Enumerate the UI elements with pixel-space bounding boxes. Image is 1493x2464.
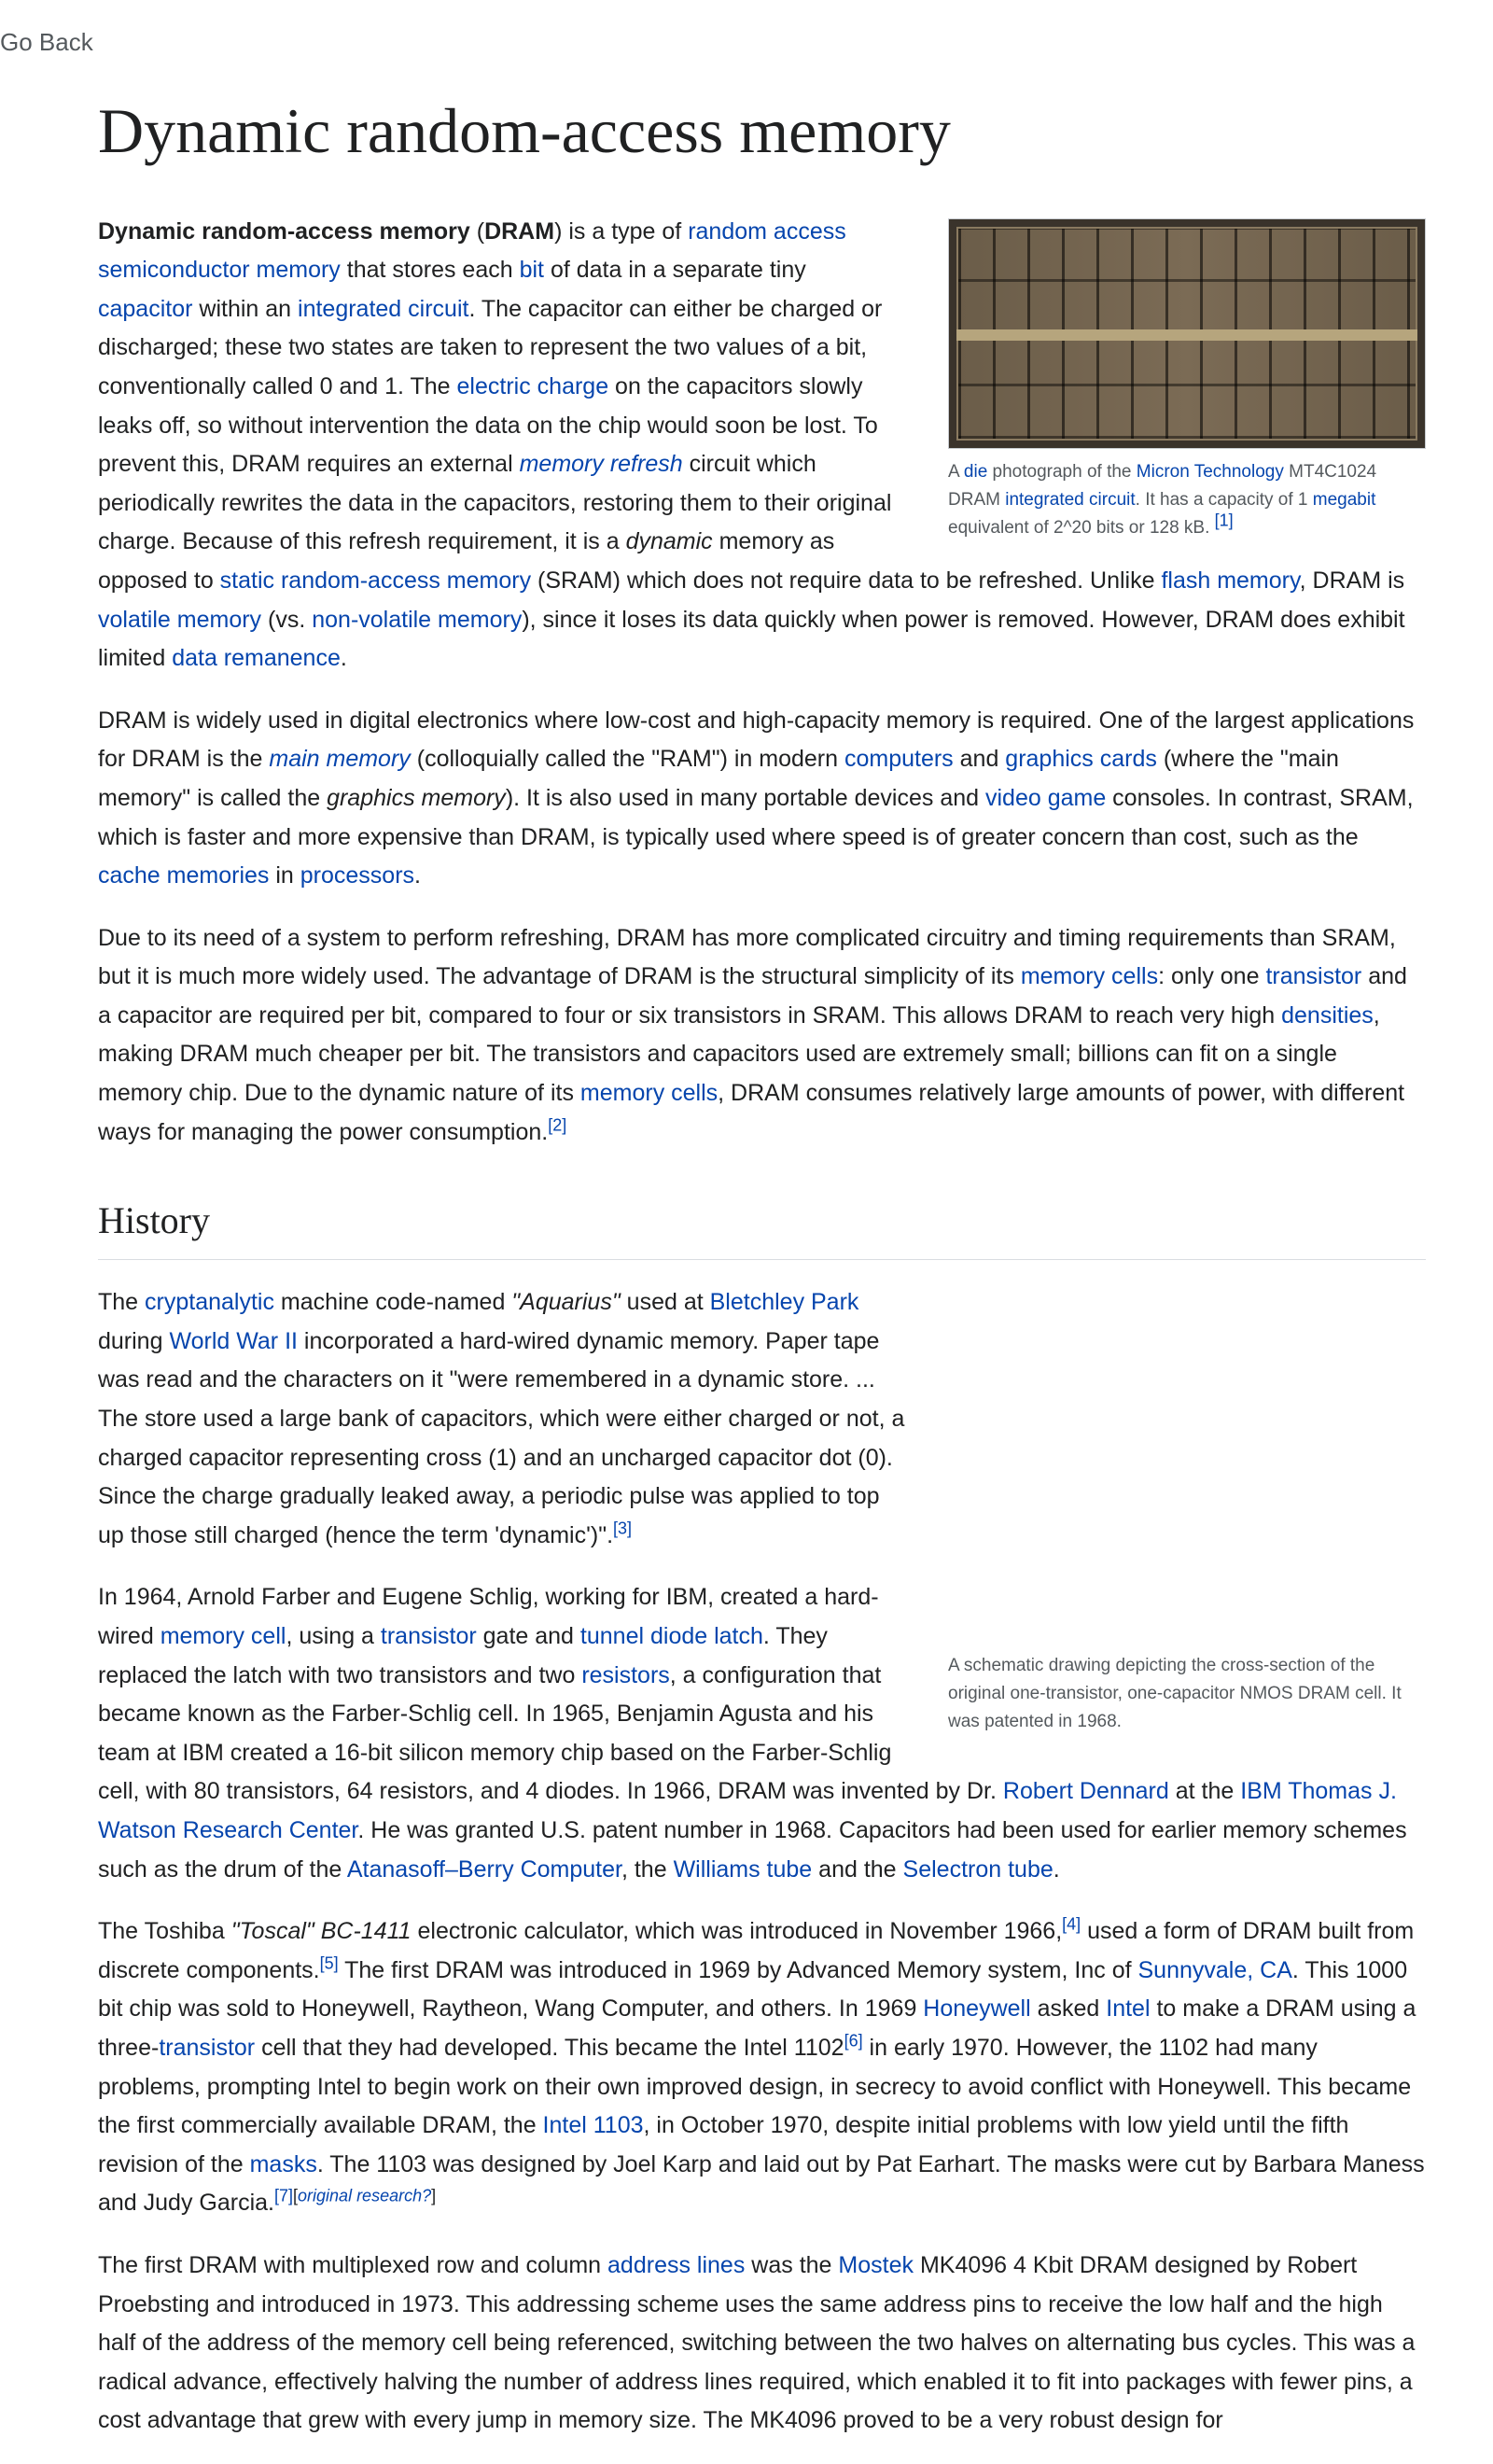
link-flash-memory[interactable]: flash memory <box>1161 567 1300 594</box>
text: (where the "main memory" is called the <box>98 746 1339 811</box>
italic-toscal: "Toscal" BC-1411 <box>230 1918 412 1945</box>
link-random-access-memory[interactable]: random access semiconductor memory <box>98 217 846 284</box>
die-photo-caption <box>948 458 1426 542</box>
link-transistor[interactable]: transistor <box>380 1623 477 1649</box>
link-computers[interactable]: computers <box>844 746 954 773</box>
intro-paragraph-2 <box>98 702 1426 896</box>
text: In 1964, Arnold Farber and Eugene Schlig, working for IBM, created a hard-wired <box>98 1584 879 1649</box>
link-integrated-circuit[interactable]: integrated circuit <box>1005 489 1136 510</box>
text: MK4096 4 Kbit DRAM designed by Robert Proebsting and introduced in 1973. This addressing scheme uses the same address pins to receive the low half and the high half of the address of the memory cell being referenced, switching between the two halves on alternating bus cycles. This was a radical advance, effectively halving the number of address lines required, which enabled it to fit into packages with fewer pins, a cost advantage that grew with every jump in memory size. The MK4096 proved to be a very robust design for <box>98 2251 1416 2434</box>
text: (vs. <box>261 606 313 633</box>
link-atanasoff-berry[interactable]: Atanasoff–Berry Computer <box>346 1855 621 1883</box>
text: in early 1970. However, the 1102 had many problems, prompting Intel to begin work on their own improved design, in secrecy to avoid conflict with Honeywell. This became the first commercially available DRAM, the <box>98 2034 1412 2139</box>
ref-6[interactable]: [6] <box>844 2031 863 2051</box>
section-heading-history: History <box>98 1198 1426 1260</box>
link-densities[interactable]: densities <box>1281 1001 1374 1029</box>
text: . He was granted U.S. patent number in 1968. Capacitors had been used for earlier memory schemes such as the drum of the <box>98 1816 1407 1883</box>
text: electronic calculator, which was introduced in November 1966, <box>411 1918 1063 1945</box>
die-photo-image[interactable] <box>948 218 1426 449</box>
ref-1[interactable]: [1] <box>1214 511 1234 530</box>
link-williams-tube[interactable]: Williams tube <box>673 1855 813 1883</box>
text: within an <box>192 295 299 322</box>
text: The <box>98 1289 146 1316</box>
link-tunnel-diode-latch[interactable]: tunnel diode latch <box>579 1623 763 1649</box>
link-bletchley-park[interactable]: Bletchley Park <box>709 1289 859 1316</box>
link-intel-1103[interactable]: Intel 1103 <box>542 2112 644 2139</box>
history-paragraph-1 <box>98 1283 1426 1555</box>
link-data-remanence[interactable]: data remanence <box>172 645 341 672</box>
text: on the capacitors slowly leaks off, so without intervention the data on the chip would soon be lost. To prevent this, DRAM requires an external <box>98 372 878 478</box>
text: ). It is also used in many portable devices and <box>505 784 985 811</box>
ref-bracket: ] <box>431 2186 437 2205</box>
text: ) is a type of <box>554 217 689 245</box>
text: in <box>269 862 300 889</box>
text: used a form of DRAM built from discrete components. <box>98 1918 1415 1983</box>
text: , DRAM is <box>1299 567 1405 594</box>
text: cell that they had developed. This became the Intel 1102 <box>255 2034 844 2061</box>
go-back-link[interactable]: Go Back <box>0 28 93 56</box>
link-memory-refresh[interactable]: memory refresh <box>519 451 683 478</box>
bold-abbr: DRAM <box>484 217 555 245</box>
caption-text: MT4C1024 DRAM <box>948 461 1377 510</box>
link-honeywell[interactable]: Honeywell <box>923 1995 1031 2023</box>
text: of data in a separate tiny <box>544 257 806 284</box>
link-mostek[interactable]: Mostek <box>838 2251 914 2278</box>
text: to make a DRAM using a three- <box>98 1995 1416 2061</box>
link-transistor[interactable]: transistor <box>1265 963 1362 990</box>
history-paragraph-4 <box>98 2247 1426 2441</box>
text: , the <box>621 1855 674 1883</box>
link-main-memory[interactable]: main memory <box>269 746 411 773</box>
text: . This 1000 bit chip was sold to Honeywell, Raytheon, Wang Computer, and others. In 1969 <box>98 1956 1408 2023</box>
original-research-tag[interactable]: original research? <box>298 2186 432 2205</box>
link-address-lines[interactable]: address lines <box>607 2251 746 2278</box>
link-transistor[interactable]: transistor <box>159 2034 256 2061</box>
text: circuit which periodically rewrites the data in the capacitors, restoring them to their original charge. Because of this refresh requirement, it is a <box>98 451 892 555</box>
link-electric-charge[interactable]: electric charge <box>456 372 609 399</box>
italic-graphics-memory: graphics memory <box>327 784 506 811</box>
text: . <box>340 645 347 672</box>
link-graphics-cards[interactable]: graphics cards <box>1005 746 1157 773</box>
text: (colloquially called the "RAM") in modern <box>410 746 844 773</box>
link-intel[interactable]: Intel <box>1106 1995 1151 2023</box>
link-non-volatile-memory[interactable]: non-volatile memory <box>312 606 523 633</box>
caption-text: photograph of the <box>987 461 1137 482</box>
ref-7[interactable]: [7] <box>274 2186 294 2205</box>
italic-dynamic: dynamic <box>625 528 713 555</box>
die-photo-figure <box>948 218 1426 542</box>
ref-4[interactable]: [4] <box>1062 1914 1081 1934</box>
link-memory-cell[interactable]: memory cell <box>160 1623 286 1649</box>
ref-3[interactable]: [3] <box>613 1519 633 1538</box>
ref-5[interactable]: [5] <box>319 1953 339 1973</box>
link-micron[interactable]: Micron Technology <box>1136 461 1284 482</box>
link-cryptanalytic[interactable]: cryptanalytic <box>145 1289 274 1316</box>
link-sunnyvale[interactable]: Sunnyvale, CA <box>1137 1956 1292 1983</box>
link-robert-dennard[interactable]: Robert Dennard <box>1002 1778 1169 1805</box>
text: machine code-named <box>273 1289 512 1316</box>
text: (SRAM) which does not require data to be refreshed. Unlike <box>531 567 1162 594</box>
link-ibm-watson[interactable]: IBM Thomas J. Watson Research Center <box>98 1778 1397 1843</box>
text: . The capacitor can either be charged or discharged; these two states are taken to represent the two values of a bit, conventionally called 0 and 1. The <box>98 295 883 399</box>
text: , making DRAM much cheaper per bit. The transistors and capacitors used are extremely small; billions can fit on a single memory chip. Due to the dynamic nature of its <box>98 1001 1380 1107</box>
text: . <box>1053 1855 1060 1883</box>
schematic-caption: A schematic drawing depicting the cross-section of the original one-transistor, one-capacitor NMOS DRAM cell. It was patented in 1968. <box>948 1656 1402 1732</box>
text: DRAM is widely used in digital electronics where low-cost and high-capacity memory is required. One of the largest applications for DRAM is the <box>98 707 1415 773</box>
link-world-war-ii[interactable]: World War II <box>169 1327 298 1354</box>
text: incorporated a hard-wired dynamic memory. Paper tape was read and the characters on it "were remembered in a dynamic store. ... The store used a large bank of capacitors, which were either charged or not, a charged capacitor representing cross (1) and an uncharged capacitor dot (0). Since the charge gradually leaked away, a periodic pulse was applied to top up those still charged (hence the term 'dynamic')". <box>98 1327 905 1548</box>
text: . They replaced the latch with two transistors and two <box>98 1623 828 1688</box>
bold-term: Dynamic random-access memory <box>98 217 470 245</box>
page-title: Dynamic random-access memory <box>98 95 951 166</box>
text: , DRAM consumes relatively large amounts of power, with different ways for managing the power consumption. <box>98 1080 1405 1145</box>
text: . <box>414 862 421 889</box>
text: , a configuration that became known as the Farber-Schlig cell. In 1965, Benjamin Agusta and his team at IBM created a 16-bit silicon memory chip based on the Farber-Schlig cell, with 80 transistors, 64 resistors, and 4 diodes. In 1966, DRAM was invented by Dr. <box>98 1661 1003 1805</box>
text: was the <box>745 2251 839 2278</box>
die-photo-band <box>956 329 1417 341</box>
text: ( <box>469 217 485 245</box>
text: at the <box>1168 1778 1241 1805</box>
caption-text: . It has a capacity of 1 <box>1135 489 1313 510</box>
caption-text: A <box>948 461 964 482</box>
text: ), since it loses its data quickly when power is removed. However, DRAM does exhibit limited <box>98 606 1405 672</box>
caption-text: equivalent of 2^20 bits or 128 kB. <box>948 517 1215 538</box>
text: . The 1103 was designed by Joel Karp and laid out by Pat Earhart. The masks were cut by Barbara Maness and Judy Garcia. <box>98 2150 1425 2217</box>
text: that stores each <box>340 257 520 284</box>
text: The first DRAM with multiplexed row and column <box>98 2251 608 2278</box>
text: The Toshiba <box>98 1918 231 1945</box>
text: : only one <box>1158 963 1266 990</box>
text: gate and <box>476 1623 580 1649</box>
text: Due to its need of a system to perform refreshing, DRAM has more complicated circuitry and timing requirements than SRAM, but it is much more widely used. The advantage of DRAM is the structural simplicity of its <box>98 924 1396 990</box>
link-integrated-circuit[interactable]: integrated circuit <box>298 295 469 322</box>
link-resistors[interactable]: resistors <box>581 1661 670 1688</box>
text: consoles. In contrast, SRAM, which is faster and more expensive than DRAM, is typically used where speed is of greater concern than cost, such as the <box>98 784 1414 850</box>
ref-2[interactable]: [2] <box>548 1115 567 1135</box>
text: and <box>953 746 1006 773</box>
text: , using a <box>286 1623 381 1649</box>
text: and a capacitor are required per bit, compared to four or six transistors in SRAM. This allows DRAM to reach very high <box>98 963 1407 1029</box>
text: during <box>98 1327 170 1354</box>
text: , in October 1970, despite initial problems with low yield until the fifth revision of the <box>98 2112 1349 2177</box>
text: asked <box>1030 1995 1107 2023</box>
link-megabit[interactable]: megabit <box>1312 489 1376 510</box>
italic-aquarius: "Aquarius" <box>511 1289 621 1316</box>
link-masks[interactable]: masks <box>249 2150 317 2177</box>
text: memory as opposed to <box>98 528 835 594</box>
link-volatile-memory[interactable]: volatile memory <box>98 606 262 633</box>
ref-bracket: [ <box>293 2186 299 2205</box>
link-memory-cells[interactable]: memory cells <box>579 1080 719 1107</box>
link-selectron-tube[interactable]: Selectron tube <box>902 1855 1053 1883</box>
text: used at <box>620 1289 710 1316</box>
article <box>98 0 1426 2464</box>
schematic-figure <box>948 1652 1426 1736</box>
link-bit[interactable]: bit <box>519 257 544 284</box>
link-video-game[interactable]: video game <box>984 784 1107 811</box>
link-die[interactable]: die <box>963 461 988 482</box>
text: The first DRAM was introduced in 1969 by Advanced Memory system, Inc of <box>338 1956 1138 1983</box>
link-capacitor[interactable]: capacitor <box>98 295 193 322</box>
link-cache-memories[interactable]: cache memories <box>98 862 270 889</box>
link-sram[interactable]: static random-access memory <box>219 567 532 594</box>
link-memory-cells[interactable]: memory cells <box>1020 963 1159 990</box>
history-paragraph-3 <box>98 1912 1426 2223</box>
intro-paragraph-3 <box>98 919 1426 1153</box>
text: and the <box>812 1855 903 1883</box>
link-processors[interactable]: processors <box>300 862 415 889</box>
